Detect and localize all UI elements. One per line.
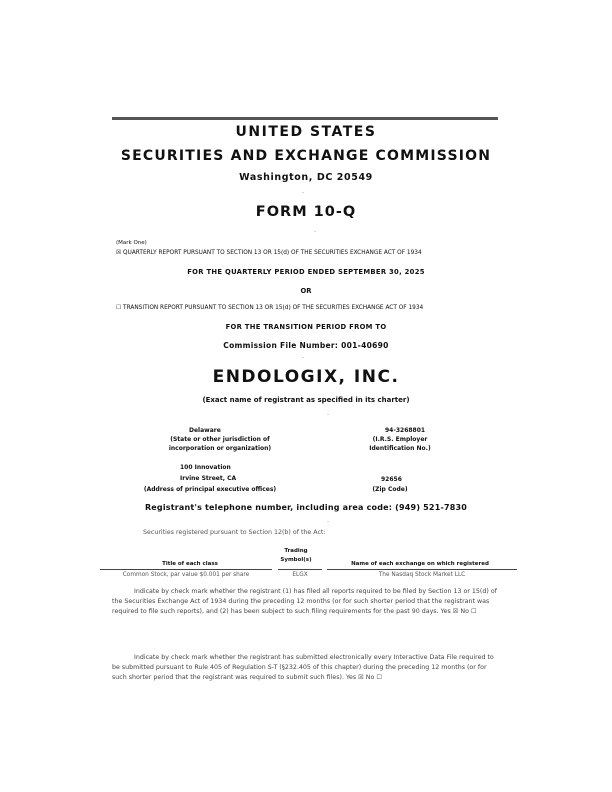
interactive-data-paragraph xyxy=(112,653,498,682)
state-of-incorporation: Delaware xyxy=(189,427,221,434)
table-row-exchange: The Nasdaq Stock Market LLC xyxy=(378,572,466,578)
mark-one-label: (Mark One) xyxy=(116,240,147,246)
table-row-class: Common Stock, par value $0.001 per share xyxy=(122,572,250,578)
address-line-2: Irvine Street, CA xyxy=(180,475,237,482)
period-ended-line: FOR THE QUARTERLY PERIOD ENDED SEPTEMBER 30, 2025 xyxy=(187,268,425,276)
registered-securities-heading: Securities registered pursuant to Section 12(b) of the Act: xyxy=(143,529,326,536)
form-type: FORM 10-Q xyxy=(255,204,357,220)
irs-employer-id: 94-3268801 xyxy=(385,427,426,434)
header-line-2: SECURITIES AND EXCHANGE COMMISSION xyxy=(120,148,492,164)
title-of-class-header: Title of each class xyxy=(162,561,218,567)
reporting-requirements-yes-no: Yes ☒ No ☐ xyxy=(440,607,477,615)
state-caption-line-1: (State or other jurisdiction of xyxy=(170,436,270,443)
transition-period-line: FOR THE TRANSITION PERIOD FROM TO xyxy=(225,323,387,331)
interactive-data-text: Indicate by check mark whether the registrant has submitted electronically every Interactive Data File required to be submitted pursuant to Rule 405 of Regulation S-T (§232.405 of this chapter) during the preceding 12 months (or for such shorter period that the registrant was required to submit such files). xyxy=(112,654,494,681)
zip-caption: (Zip Code) xyxy=(372,486,408,493)
irs-caption-line-1: (I.R.S. Employer xyxy=(372,436,428,443)
zip-code: 92656 xyxy=(381,476,402,483)
telephone-line: Registrant's telephone number, including area code: (949) 521-7830 xyxy=(144,503,468,512)
table-row-symbol: ELGX xyxy=(292,572,308,578)
trading-symbol-header-line-1: Trading xyxy=(284,548,308,554)
trading-symbol-header-line-2: Symbol(s) xyxy=(280,557,312,563)
commission-file-number: Commission File Number: 001-40690 xyxy=(223,341,389,350)
reporting-requirements-text: Indicate by check mark whether the registrant (1) has filed all reports required to be filed by Section 13 or 15(d) of the Securities Exchange Act of 1934 during the preceding 12 months (or for such shorter period that the registrant was required to file such reports), and (2) has been subject to such filing requirements for the past 90 days. xyxy=(112,588,497,615)
address-caption: (Address of principal executive offices) xyxy=(143,486,277,493)
separator-mark: - xyxy=(327,518,330,525)
reporting-requirements-paragraph xyxy=(112,587,498,616)
header-line-1: UNITED STATES xyxy=(235,124,377,140)
company-name-caption: (Exact name of registrant as specified in its charter) xyxy=(202,396,410,404)
address-line-1: 100 Innovation xyxy=(180,464,231,471)
exchange-name-header: Name of each exchange on which registered xyxy=(351,561,489,567)
top-rule xyxy=(112,117,498,120)
table-header-rule xyxy=(327,569,517,570)
table-header-rule xyxy=(278,569,322,570)
company-name: ENDOLOGIX, INC. xyxy=(212,367,400,387)
separator-mark: - xyxy=(302,354,305,361)
separator-mark: - xyxy=(302,189,305,196)
header-line-3: Washington, DC 20549 xyxy=(239,172,373,183)
separator-mark: - xyxy=(327,411,330,418)
or-text: OR xyxy=(300,287,312,295)
table-header-rule xyxy=(100,569,272,570)
interactive-data-yes-no: Yes ☒ No ☐ xyxy=(345,673,383,681)
transition-report-checkbox-line: ☐ TRANSITION REPORT PURSUANT TO SECTION 13 OR 15(d) OF THE SECURITIES EXCHANGE ACT OF 1934 xyxy=(116,305,424,311)
irs-caption-line-2: Identification No.) xyxy=(369,445,431,452)
quarterly-report-checkbox-line: ☒ QUARTERLY REPORT PURSUANT TO SECTION 13 OR 15(d) OF THE SECURITIES EXCHANGE ACT OF 1934 xyxy=(116,250,422,256)
separator-mark: - xyxy=(314,228,317,235)
state-caption-line-2: incorporation or organization) xyxy=(168,445,272,452)
